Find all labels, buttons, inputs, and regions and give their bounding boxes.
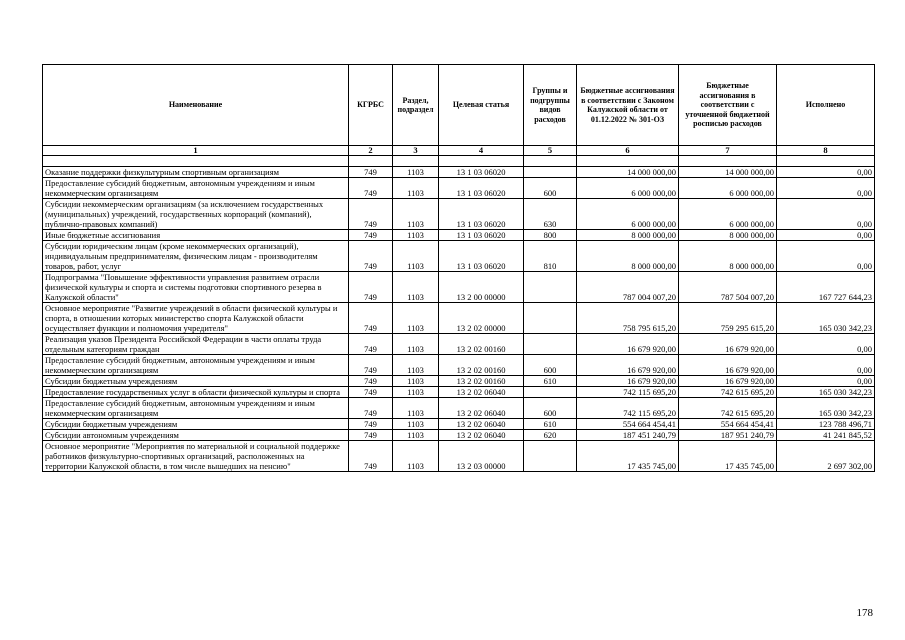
row-executed-amount-cell: 165 030 342,23 bbox=[777, 303, 875, 334]
row-target-cell: 13 1 03 06020 bbox=[439, 178, 524, 199]
row-name-cell: Субсидии некоммерческим организациям (за исключением государственных (муниципальных) учреждений, государственных корпораций (компаний), публично-правовых компаний) bbox=[43, 199, 349, 230]
header-groups: Группы и подгруппы видов расходов bbox=[524, 65, 577, 146]
header-name: Наименование bbox=[43, 65, 349, 146]
row-executed-amount-cell: 0,00 bbox=[777, 230, 875, 241]
row-kgrbs-cell: 749 bbox=[349, 419, 393, 430]
row-name-cell: Субсидии бюджетным учреждениям bbox=[43, 376, 349, 387]
row-name-cell: Оказание поддержки физкультурным спортивным организациям bbox=[43, 167, 349, 178]
row-group-cell: 630 bbox=[524, 199, 577, 230]
spacer-cell bbox=[349, 156, 393, 167]
row-group-cell bbox=[524, 441, 577, 472]
row-executed-amount-cell: 123 788 496,71 bbox=[777, 419, 875, 430]
row-executed-amount-cell: 2 697 302,00 bbox=[777, 441, 875, 472]
row-law-amount-cell: 8 000 000,00 bbox=[577, 241, 679, 272]
column-number: 5 bbox=[524, 146, 577, 156]
table-row bbox=[43, 230, 875, 241]
row-refined-amount-cell: 742 615 695,20 bbox=[679, 398, 777, 419]
row-law-amount-cell: 16 679 920,00 bbox=[577, 334, 679, 355]
row-law-amount-cell: 14 000 000,00 bbox=[577, 167, 679, 178]
row-group-cell: 610 bbox=[524, 419, 577, 430]
row-refined-amount-cell: 187 951 240,79 bbox=[679, 430, 777, 441]
row-kgrbs-cell: 749 bbox=[349, 303, 393, 334]
row-refined-amount-cell: 742 615 695,20 bbox=[679, 387, 777, 398]
spacer-cell bbox=[679, 156, 777, 167]
row-name-cell: Иные бюджетные ассигнования bbox=[43, 230, 349, 241]
row-kgrbs-cell: 749 bbox=[349, 241, 393, 272]
row-name-cell: Предоставление субсидий бюджетным, автономным учреждениям и иным некоммерческим организациям bbox=[43, 398, 349, 419]
row-target-cell: 13 2 02 00160 bbox=[439, 355, 524, 376]
table-row bbox=[43, 387, 875, 398]
row-kgrbs-cell: 749 bbox=[349, 355, 393, 376]
row-section-cell: 1103 bbox=[393, 167, 439, 178]
row-group-cell: 600 bbox=[524, 178, 577, 199]
budget-table bbox=[42, 64, 875, 472]
row-refined-amount-cell: 6 000 000,00 bbox=[679, 199, 777, 230]
row-group-cell: 800 bbox=[524, 230, 577, 241]
column-number: 3 bbox=[393, 146, 439, 156]
row-refined-amount-cell: 759 295 615,20 bbox=[679, 303, 777, 334]
row-kgrbs-cell: 749 bbox=[349, 230, 393, 241]
row-kgrbs-cell: 749 bbox=[349, 334, 393, 355]
table-row bbox=[43, 334, 875, 355]
row-refined-amount-cell: 8 000 000,00 bbox=[679, 230, 777, 241]
row-target-cell: 13 2 02 06040 bbox=[439, 419, 524, 430]
row-target-cell: 13 1 03 06020 bbox=[439, 230, 524, 241]
row-law-amount-cell: 16 679 920,00 bbox=[577, 355, 679, 376]
row-target-cell: 13 2 02 00160 bbox=[439, 376, 524, 387]
table-row bbox=[43, 272, 875, 303]
row-section-cell: 1103 bbox=[393, 199, 439, 230]
column-number: 6 bbox=[577, 146, 679, 156]
header-section: Раздел, подраздел bbox=[393, 65, 439, 146]
column-number: 2 bbox=[349, 146, 393, 156]
row-target-cell: 13 2 02 00160 bbox=[439, 334, 524, 355]
row-group-cell: 600 bbox=[524, 398, 577, 419]
table-row bbox=[43, 376, 875, 387]
row-section-cell: 1103 bbox=[393, 398, 439, 419]
row-refined-amount-cell: 8 000 000,00 bbox=[679, 241, 777, 272]
row-section-cell: 1103 bbox=[393, 355, 439, 376]
row-kgrbs-cell: 749 bbox=[349, 167, 393, 178]
row-name-cell: Субсидии автономным учреждениям bbox=[43, 430, 349, 441]
column-number: 7 bbox=[679, 146, 777, 156]
spacer-cell bbox=[577, 156, 679, 167]
row-executed-amount-cell: 0,00 bbox=[777, 241, 875, 272]
row-kgrbs-cell: 749 bbox=[349, 430, 393, 441]
row-law-amount-cell: 8 000 000,00 bbox=[577, 230, 679, 241]
row-name-cell: Основное мероприятие "Мероприятия по материальной и социальной поддержке работников физкультурно-спортивных организаций, расположенных на территории Калужской области, в том числе вышедших на пенсию" bbox=[43, 441, 349, 472]
row-kgrbs-cell: 749 bbox=[349, 441, 393, 472]
header-executed: Исполнено bbox=[777, 65, 875, 146]
row-refined-amount-cell: 16 679 920,00 bbox=[679, 376, 777, 387]
row-law-amount-cell: 16 679 920,00 bbox=[577, 376, 679, 387]
row-law-amount-cell: 187 451 240,79 bbox=[577, 430, 679, 441]
row-name-cell: Предоставление государственных услуг в области физической культуры и спорта bbox=[43, 387, 349, 398]
table-row bbox=[43, 303, 875, 334]
row-kgrbs-cell: 749 bbox=[349, 272, 393, 303]
row-law-amount-cell: 742 115 695,20 bbox=[577, 398, 679, 419]
row-name-cell: Субсидии юридическим лицам (кроме некоммерческих организаций), индивидуальным предпринимателям, физическим лицам - производителям товаров, работ, услуг bbox=[43, 241, 349, 272]
row-kgrbs-cell: 749 bbox=[349, 398, 393, 419]
row-executed-amount-cell: 0,00 bbox=[777, 334, 875, 355]
row-name-cell: Предоставление субсидий бюджетным, автономным учреждениям и иным некоммерческим организациям bbox=[43, 178, 349, 199]
row-section-cell: 1103 bbox=[393, 303, 439, 334]
column-number-row bbox=[43, 146, 875, 156]
spacer-cell bbox=[524, 156, 577, 167]
row-executed-amount-cell: 0,00 bbox=[777, 167, 875, 178]
column-number: 4 bbox=[439, 146, 524, 156]
row-refined-amount-cell: 554 664 454,41 bbox=[679, 419, 777, 430]
row-target-cell: 13 2 00 00000 bbox=[439, 272, 524, 303]
spacer-cell bbox=[43, 156, 349, 167]
row-refined-amount-cell: 787 504 007,20 bbox=[679, 272, 777, 303]
column-number: 8 bbox=[777, 146, 875, 156]
column-number: 1 bbox=[43, 146, 349, 156]
table-row bbox=[43, 441, 875, 472]
row-refined-amount-cell: 16 679 920,00 bbox=[679, 334, 777, 355]
spacer-cell bbox=[777, 156, 875, 167]
row-target-cell: 13 1 03 06020 bbox=[439, 199, 524, 230]
header-target: Целевая статья bbox=[439, 65, 524, 146]
row-group-cell bbox=[524, 303, 577, 334]
row-name-cell: Субсидии бюджетным учреждениям bbox=[43, 419, 349, 430]
row-executed-amount-cell: 165 030 342,23 bbox=[777, 387, 875, 398]
row-kgrbs-cell: 749 bbox=[349, 376, 393, 387]
row-name-cell: Подпрограмма "Повышение эффективности управления развитием отрасли физической культуры и спорта и системы подготовки спортивного резерва в Калужской области" bbox=[43, 272, 349, 303]
row-group-cell: 810 bbox=[524, 241, 577, 272]
row-executed-amount-cell: 0,00 bbox=[777, 355, 875, 376]
row-target-cell: 13 1 03 06020 bbox=[439, 241, 524, 272]
row-group-cell: 610 bbox=[524, 376, 577, 387]
row-section-cell: 1103 bbox=[393, 441, 439, 472]
row-executed-amount-cell: 165 030 342,23 bbox=[777, 398, 875, 419]
row-name-cell: Реализация указов Президента Российской Федерации в части оплаты труда отдельным категориям граждан bbox=[43, 334, 349, 355]
row-law-amount-cell: 6 000 000,00 bbox=[577, 199, 679, 230]
row-law-amount-cell: 6 000 000,00 bbox=[577, 178, 679, 199]
row-target-cell: 13 2 02 00000 bbox=[439, 303, 524, 334]
table-row bbox=[43, 199, 875, 230]
row-group-cell bbox=[524, 272, 577, 303]
page-number: 178 bbox=[856, 607, 873, 619]
table-row bbox=[43, 398, 875, 419]
spacer-cell bbox=[439, 156, 524, 167]
table-body bbox=[43, 167, 875, 472]
row-section-cell: 1103 bbox=[393, 387, 439, 398]
row-group-cell: 620 bbox=[524, 430, 577, 441]
row-section-cell: 1103 bbox=[393, 419, 439, 430]
row-group-cell bbox=[524, 167, 577, 178]
row-section-cell: 1103 bbox=[393, 376, 439, 387]
header-law: Бюджетные ассигнования в соответствии с Законом Калужской области от 01.12.2022 № 301-ОЗ bbox=[577, 65, 679, 146]
row-law-amount-cell: 554 664 454,41 bbox=[577, 419, 679, 430]
header-refined: Бюджетные ассигнования в соответствии с уточненной бюджетной росписью расходов bbox=[679, 65, 777, 146]
row-group-cell: 600 bbox=[524, 355, 577, 376]
row-kgrbs-cell: 749 bbox=[349, 199, 393, 230]
row-law-amount-cell: 742 115 695,20 bbox=[577, 387, 679, 398]
table-header-row bbox=[43, 65, 875, 146]
row-section-cell: 1103 bbox=[393, 230, 439, 241]
table-row bbox=[43, 167, 875, 178]
row-target-cell: 13 2 02 06040 bbox=[439, 387, 524, 398]
row-law-amount-cell: 17 435 745,00 bbox=[577, 441, 679, 472]
row-section-cell: 1103 bbox=[393, 241, 439, 272]
row-law-amount-cell: 758 795 615,20 bbox=[577, 303, 679, 334]
table-row bbox=[43, 419, 875, 430]
table-row bbox=[43, 430, 875, 441]
row-kgrbs-cell: 749 bbox=[349, 387, 393, 398]
row-name-cell: Основное мероприятие "Развитие учреждений в области физической культуры и спорта, в отношении которых министерство спорта Калужской области осуществляет функции и полномочия учредителя" bbox=[43, 303, 349, 334]
row-target-cell: 13 2 02 06040 bbox=[439, 430, 524, 441]
row-refined-amount-cell: 16 679 920,00 bbox=[679, 355, 777, 376]
spacer-row bbox=[43, 156, 875, 167]
row-target-cell: 13 2 03 00000 bbox=[439, 441, 524, 472]
row-executed-amount-cell: 41 241 845,52 bbox=[777, 430, 875, 441]
row-executed-amount-cell: 167 727 644,23 bbox=[777, 272, 875, 303]
row-section-cell: 1103 bbox=[393, 430, 439, 441]
row-refined-amount-cell: 6 000 000,00 bbox=[679, 178, 777, 199]
table-row bbox=[43, 178, 875, 199]
row-section-cell: 1103 bbox=[393, 178, 439, 199]
spacer-cell bbox=[393, 156, 439, 167]
row-executed-amount-cell: 0,00 bbox=[777, 199, 875, 230]
table-row bbox=[43, 355, 875, 376]
row-target-cell: 13 1 03 06020 bbox=[439, 167, 524, 178]
row-executed-amount-cell: 0,00 bbox=[777, 376, 875, 387]
row-kgrbs-cell: 749 bbox=[349, 178, 393, 199]
row-executed-amount-cell: 0,00 bbox=[777, 178, 875, 199]
header-kgrbs: КГРБС bbox=[349, 65, 393, 146]
row-name-cell: Предоставление субсидий бюджетным, автономным учреждениям и иным некоммерческим организациям bbox=[43, 355, 349, 376]
row-section-cell: 1103 bbox=[393, 272, 439, 303]
row-target-cell: 13 2 02 06040 bbox=[439, 398, 524, 419]
row-group-cell bbox=[524, 387, 577, 398]
row-law-amount-cell: 787 004 007,20 bbox=[577, 272, 679, 303]
row-section-cell: 1103 bbox=[393, 334, 439, 355]
row-refined-amount-cell: 17 435 745,00 bbox=[679, 441, 777, 472]
row-refined-amount-cell: 14 000 000,00 bbox=[679, 167, 777, 178]
table-row bbox=[43, 241, 875, 272]
row-group-cell bbox=[524, 334, 577, 355]
